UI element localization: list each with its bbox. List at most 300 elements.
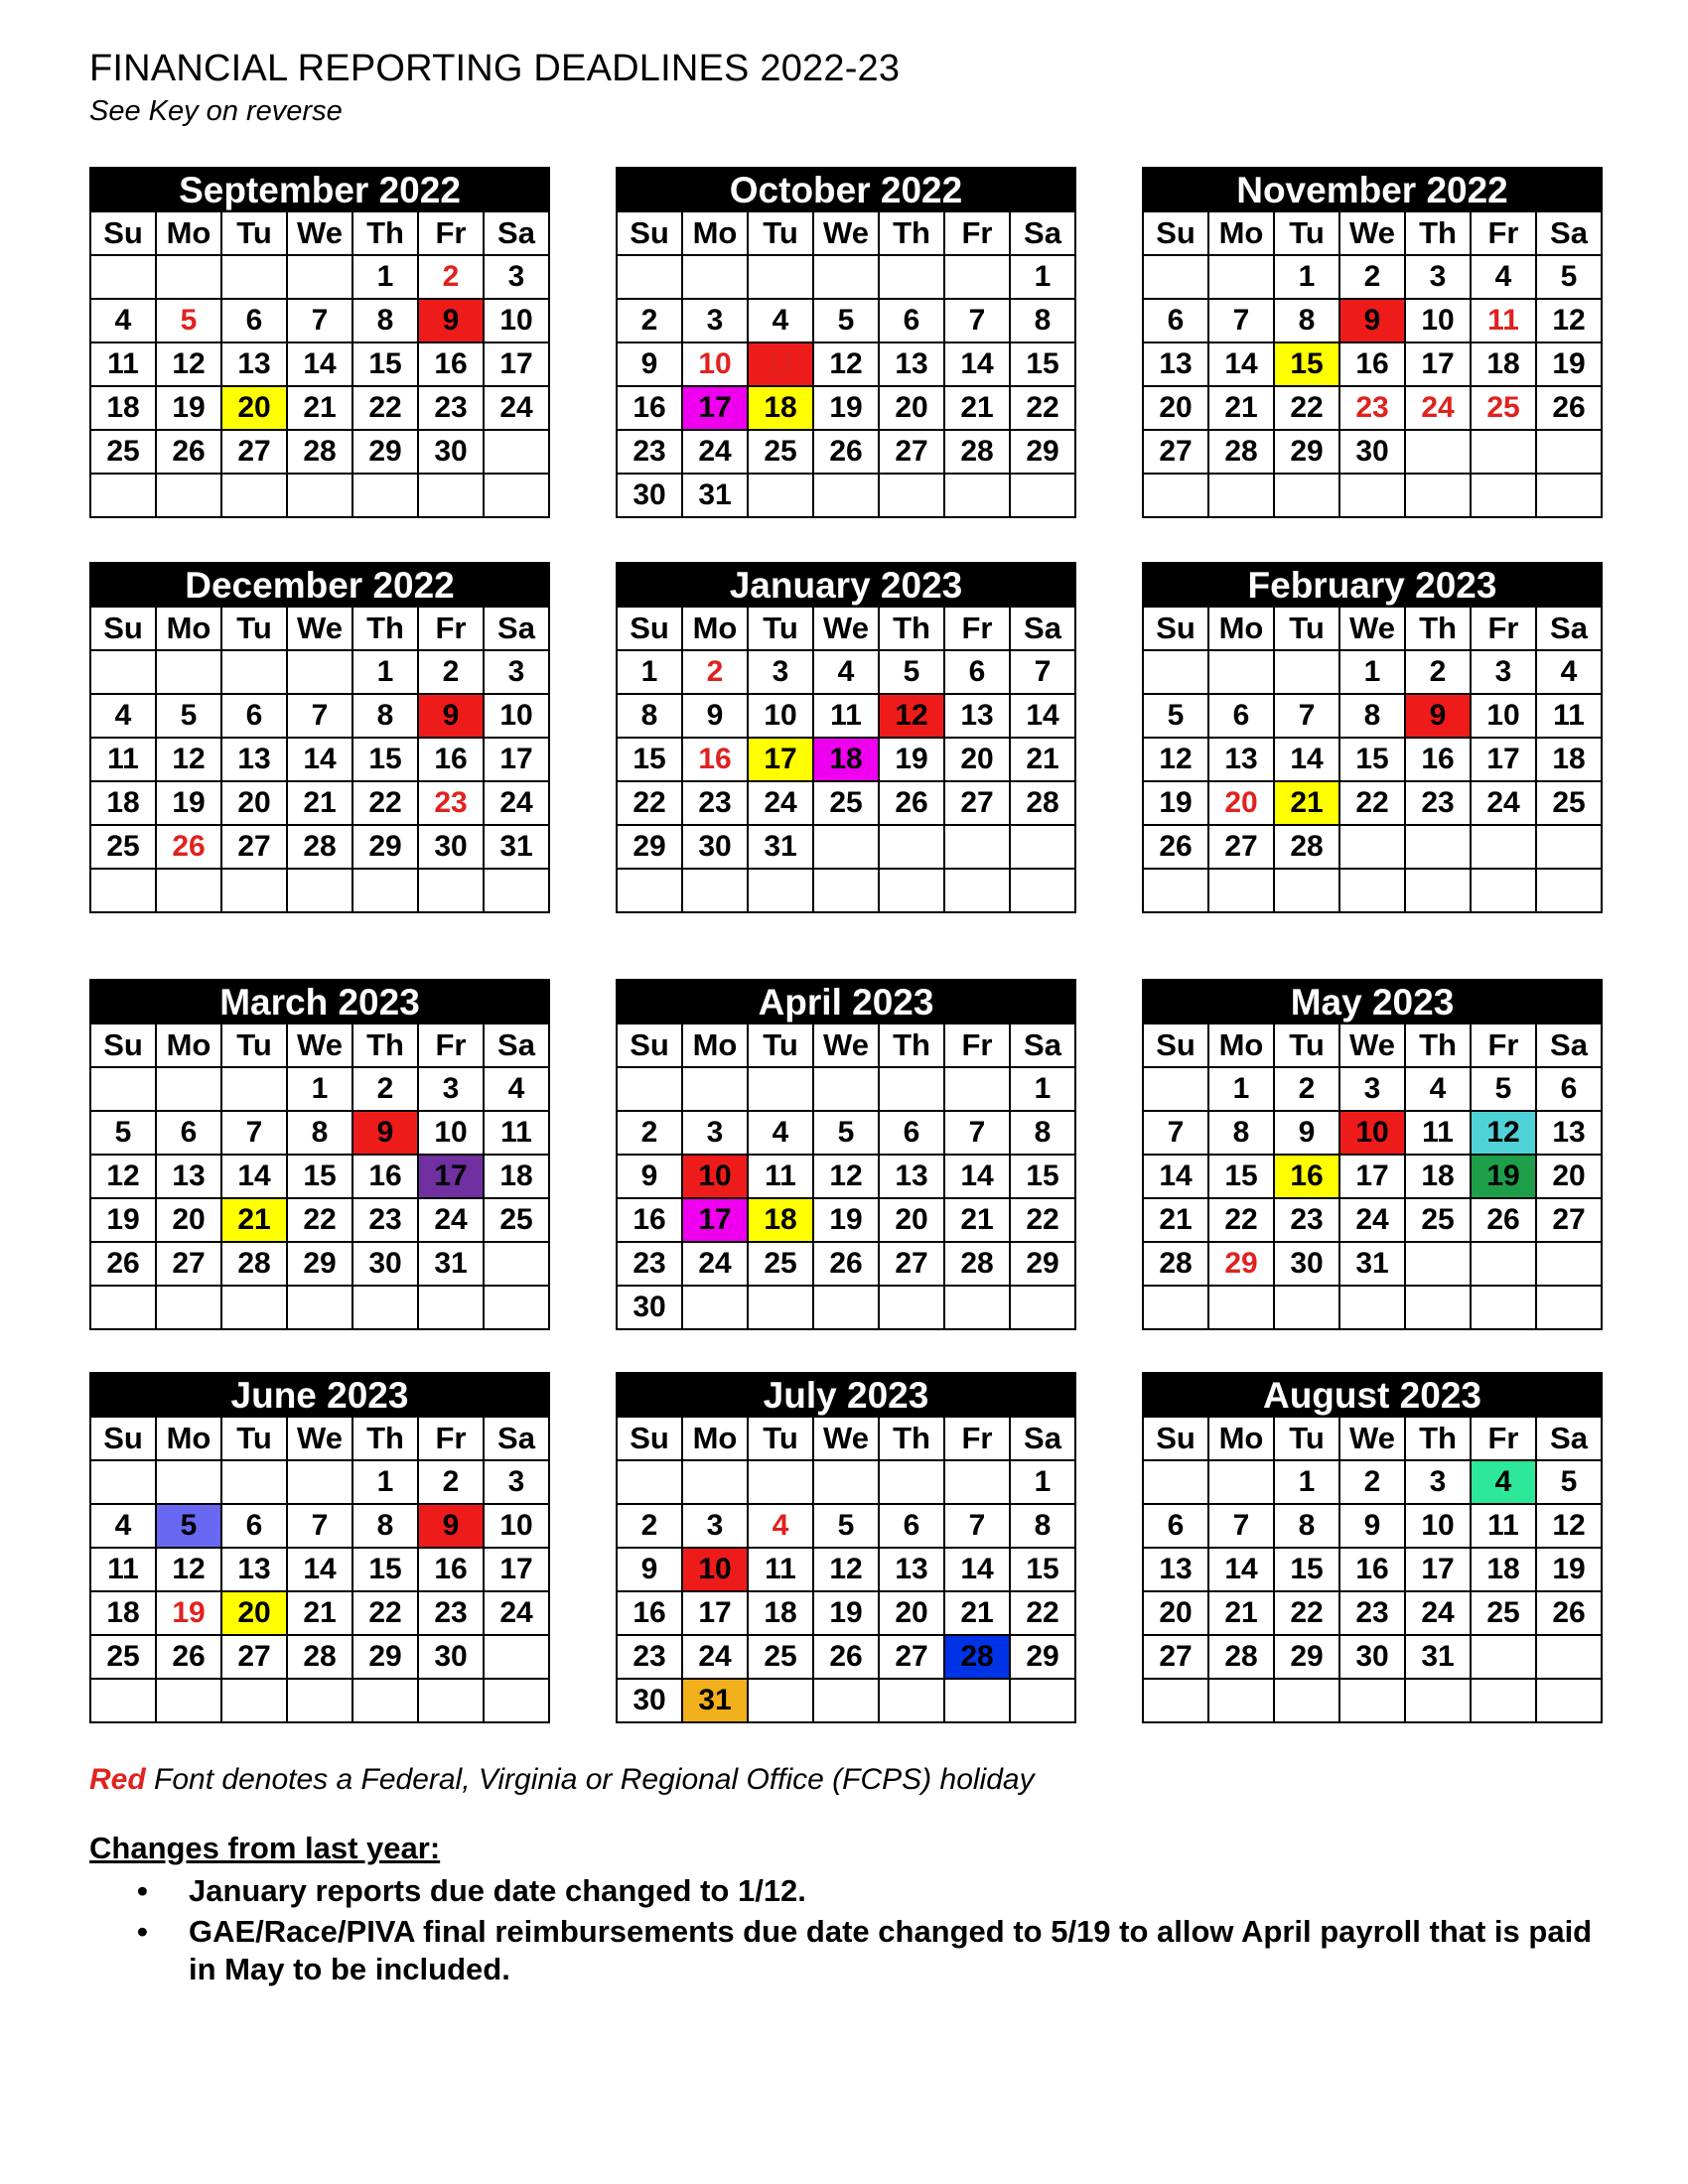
week-row bbox=[1143, 1635, 1602, 1679]
weekday-label: Fr bbox=[418, 211, 484, 255]
empty-cell bbox=[287, 1286, 352, 1329]
empty-cell bbox=[1208, 1286, 1274, 1329]
week-row bbox=[90, 1067, 549, 1111]
weekday-header-row bbox=[90, 211, 549, 255]
day-cell: 31 bbox=[484, 825, 549, 869]
day-cell: 31 bbox=[1405, 1635, 1471, 1679]
weekday-label: We bbox=[813, 1417, 879, 1460]
week-row bbox=[617, 1548, 1075, 1591]
empty-cell bbox=[1405, 825, 1471, 869]
day-cell: 7 bbox=[287, 1504, 352, 1548]
changes-list bbox=[89, 1872, 1618, 1991]
day-cell: 5 bbox=[879, 650, 944, 694]
weekday-label: Su bbox=[1143, 607, 1208, 650]
day-cell: 3 bbox=[1405, 255, 1471, 299]
day-cell: 14 bbox=[944, 342, 1010, 386]
empty-cell bbox=[1471, 1242, 1536, 1286]
day-cell: 19 bbox=[1143, 781, 1208, 825]
day-cell: 17 bbox=[1471, 738, 1536, 781]
day-cell: 20 bbox=[944, 738, 1010, 781]
empty-cell bbox=[944, 1286, 1010, 1329]
empty-cell bbox=[221, 869, 287, 912]
week-row bbox=[90, 299, 549, 342]
week-row bbox=[90, 474, 549, 517]
day-cell: 2 bbox=[1405, 650, 1471, 694]
day-cell: 23 bbox=[418, 781, 484, 825]
weekday-header-row bbox=[617, 607, 1075, 650]
weekday-label: Th bbox=[352, 1417, 418, 1460]
day-cell: 28 bbox=[944, 1242, 1010, 1286]
day-cell: 10 bbox=[418, 1111, 484, 1155]
day-cell: 28 bbox=[1010, 781, 1075, 825]
week-row bbox=[90, 342, 549, 386]
day-cell: 13 bbox=[1143, 342, 1208, 386]
day-cell: 28 bbox=[1208, 430, 1274, 474]
weekday-label: Th bbox=[1405, 1417, 1471, 1460]
day-cell: 25 bbox=[90, 430, 156, 474]
week-row bbox=[1143, 430, 1602, 474]
day-cell: 16 bbox=[1339, 342, 1405, 386]
week-row bbox=[1143, 299, 1602, 342]
week-row bbox=[617, 1242, 1075, 1286]
month-grid bbox=[1142, 1416, 1603, 1723]
day-cell: 4 bbox=[1536, 650, 1602, 694]
day-cell: 6 bbox=[221, 299, 287, 342]
day-cell: 18 bbox=[1471, 1548, 1536, 1591]
empty-cell bbox=[287, 1460, 352, 1504]
day-cell: 5 bbox=[813, 299, 879, 342]
day-cell: 31 bbox=[418, 1242, 484, 1286]
week-row bbox=[90, 1460, 549, 1504]
day-cell: 8 bbox=[617, 694, 682, 738]
legend-text: Font denotes a Federal, Virginia or Regional Office (FCPS) holiday bbox=[145, 1763, 1035, 1796]
empty-cell bbox=[221, 1679, 287, 1722]
week-row bbox=[1143, 1198, 1602, 1242]
week-row bbox=[617, 825, 1075, 869]
week-row bbox=[617, 1155, 1075, 1198]
day-cell: 1 bbox=[1339, 650, 1405, 694]
day-cell: 13 bbox=[879, 1155, 944, 1198]
page-subtitle: See Key on reverse bbox=[89, 95, 343, 127]
empty-cell bbox=[221, 255, 287, 299]
day-cell: 30 bbox=[418, 1635, 484, 1679]
weekday-label: Th bbox=[1405, 1024, 1471, 1067]
changes-list-item bbox=[89, 1913, 1618, 1988]
day-cell: 17 bbox=[484, 738, 549, 781]
legend-red-word: Red bbox=[89, 1763, 146, 1796]
empty-cell bbox=[1471, 869, 1536, 912]
bullet-icon: • bbox=[137, 1914, 148, 1949]
week-row bbox=[1143, 1111, 1602, 1155]
day-cell: 7 bbox=[1208, 1504, 1274, 1548]
empty-cell bbox=[944, 825, 1010, 869]
day-cell-highlighted: 10 bbox=[1339, 1111, 1405, 1155]
day-cell: 23 bbox=[682, 781, 748, 825]
month-grid bbox=[616, 210, 1076, 518]
day-cell: 1 bbox=[287, 1067, 352, 1111]
day-cell: 7 bbox=[1274, 694, 1339, 738]
weekday-label: Sa bbox=[1010, 607, 1075, 650]
day-cell: 28 bbox=[1274, 825, 1339, 869]
month-header: June 2023 bbox=[89, 1372, 550, 1416]
day-cell: 27 bbox=[156, 1242, 221, 1286]
day-cell: 8 bbox=[1274, 1504, 1339, 1548]
week-row bbox=[617, 386, 1075, 430]
day-cell: 3 bbox=[682, 299, 748, 342]
day-cell-highlighted: 18 bbox=[748, 386, 813, 430]
weekday-label: Tu bbox=[748, 211, 813, 255]
weekday-label: Su bbox=[90, 1417, 156, 1460]
day-cell: 28 bbox=[944, 430, 1010, 474]
day-cell: 7 bbox=[944, 299, 1010, 342]
weekday-label: Th bbox=[352, 607, 418, 650]
day-cell: 11 bbox=[484, 1111, 549, 1155]
weekday-label: Th bbox=[1405, 607, 1471, 650]
weekday-label: Sa bbox=[484, 1024, 549, 1067]
empty-cell bbox=[1405, 869, 1471, 912]
day-cell-highlighted: 17 bbox=[682, 1198, 748, 1242]
weekday-header-row bbox=[617, 1417, 1075, 1460]
day-cell: 13 bbox=[944, 694, 1010, 738]
day-cell: 22 bbox=[1010, 386, 1075, 430]
weekday-label: Fr bbox=[944, 211, 1010, 255]
empty-cell bbox=[1274, 474, 1339, 517]
week-row bbox=[617, 1679, 1075, 1722]
day-cell: 26 bbox=[1143, 825, 1208, 869]
month-calendar bbox=[1142, 562, 1603, 913]
weekday-label: Th bbox=[1405, 211, 1471, 255]
day-cell: 5 bbox=[1536, 255, 1602, 299]
week-row bbox=[90, 869, 549, 912]
week-row bbox=[1143, 1242, 1602, 1286]
month-header: July 2023 bbox=[616, 1372, 1076, 1416]
day-cell: 29 bbox=[1274, 430, 1339, 474]
empty-cell bbox=[879, 825, 944, 869]
empty-cell bbox=[1143, 474, 1208, 517]
day-cell: 6 bbox=[879, 1504, 944, 1548]
day-cell-highlighted: 21 bbox=[221, 1198, 287, 1242]
day-cell: 6 bbox=[156, 1111, 221, 1155]
day-cell: 7 bbox=[944, 1504, 1010, 1548]
empty-cell bbox=[813, 1067, 879, 1111]
empty-cell bbox=[484, 1242, 549, 1286]
empty-cell bbox=[156, 869, 221, 912]
day-cell: 17 bbox=[1339, 1155, 1405, 1198]
day-cell: 24 bbox=[682, 1635, 748, 1679]
empty-cell bbox=[813, 1679, 879, 1722]
weekday-label: We bbox=[1339, 1417, 1405, 1460]
day-cell: 4 bbox=[1471, 255, 1536, 299]
weekday-label: We bbox=[813, 211, 879, 255]
day-cell: 8 bbox=[1010, 299, 1075, 342]
day-cell: 26 bbox=[1536, 1591, 1602, 1635]
day-cell: 15 bbox=[352, 738, 418, 781]
day-cell: 18 bbox=[484, 1155, 549, 1198]
weekday-label: Mo bbox=[1208, 211, 1274, 255]
month-calendar bbox=[89, 562, 550, 913]
empty-cell bbox=[748, 474, 813, 517]
day-cell: 20 bbox=[1208, 781, 1274, 825]
empty-cell bbox=[682, 1286, 748, 1329]
day-cell: 15 bbox=[1010, 1155, 1075, 1198]
day-cell: 2 bbox=[418, 1460, 484, 1504]
day-cell: 20 bbox=[879, 386, 944, 430]
weekday-label: Mo bbox=[1208, 1024, 1274, 1067]
day-cell-highlighted: 20 bbox=[221, 1591, 287, 1635]
day-cell: 11 bbox=[90, 1548, 156, 1591]
day-cell: 27 bbox=[1143, 430, 1208, 474]
day-cell-highlighted: 4 bbox=[1471, 1460, 1536, 1504]
day-cell: 24 bbox=[1405, 1591, 1471, 1635]
day-cell: 10 bbox=[484, 694, 549, 738]
day-cell: 17 bbox=[484, 342, 549, 386]
empty-cell bbox=[484, 1679, 549, 1722]
week-row bbox=[90, 1591, 549, 1635]
day-cell: 21 bbox=[944, 1591, 1010, 1635]
empty-cell bbox=[1274, 1286, 1339, 1329]
day-cell: 2 bbox=[352, 1067, 418, 1111]
day-cell: 19 bbox=[1536, 342, 1602, 386]
day-cell: 14 bbox=[1143, 1155, 1208, 1198]
empty-cell bbox=[1274, 1679, 1339, 1722]
day-cell: 10 bbox=[682, 342, 748, 386]
day-cell: 26 bbox=[813, 1242, 879, 1286]
day-cell-highlighted: 17 bbox=[748, 738, 813, 781]
day-cell: 10 bbox=[748, 694, 813, 738]
empty-cell bbox=[944, 1067, 1010, 1111]
day-cell: 6 bbox=[1536, 1067, 1602, 1111]
empty-cell bbox=[287, 650, 352, 694]
week-row bbox=[1143, 255, 1602, 299]
day-cell-highlighted: 9 bbox=[352, 1111, 418, 1155]
day-cell-highlighted: 18 bbox=[813, 738, 879, 781]
day-cell: 11 bbox=[90, 342, 156, 386]
day-cell: 8 bbox=[352, 299, 418, 342]
empty-cell bbox=[682, 255, 748, 299]
day-cell: 8 bbox=[1339, 694, 1405, 738]
day-cell: 4 bbox=[90, 1504, 156, 1548]
empty-cell bbox=[1536, 869, 1602, 912]
day-cell: 18 bbox=[90, 781, 156, 825]
day-cell: 19 bbox=[813, 1591, 879, 1635]
day-cell: 29 bbox=[1208, 1242, 1274, 1286]
day-cell: 21 bbox=[944, 1198, 1010, 1242]
empty-cell bbox=[1536, 1679, 1602, 1722]
day-cell: 13 bbox=[1143, 1548, 1208, 1591]
day-cell: 2 bbox=[418, 650, 484, 694]
empty-cell bbox=[879, 474, 944, 517]
day-cell: 29 bbox=[287, 1242, 352, 1286]
empty-cell bbox=[1405, 1679, 1471, 1722]
day-cell: 27 bbox=[879, 1635, 944, 1679]
weekday-label: Fr bbox=[418, 1024, 484, 1067]
empty-cell bbox=[682, 1067, 748, 1111]
day-cell: 30 bbox=[418, 825, 484, 869]
day-cell: 6 bbox=[879, 299, 944, 342]
empty-cell bbox=[879, 1286, 944, 1329]
day-cell: 19 bbox=[90, 1198, 156, 1242]
day-cell: 15 bbox=[1208, 1155, 1274, 1198]
weekday-label: We bbox=[287, 211, 352, 255]
weekday-label: Fr bbox=[418, 607, 484, 650]
day-cell: 16 bbox=[682, 738, 748, 781]
weekday-label: We bbox=[287, 607, 352, 650]
day-cell: 22 bbox=[1339, 781, 1405, 825]
day-cell-highlighted: 12 bbox=[879, 694, 944, 738]
day-cell: 24 bbox=[484, 386, 549, 430]
week-row bbox=[617, 1460, 1075, 1504]
day-cell: 20 bbox=[1143, 386, 1208, 430]
month-header: November 2022 bbox=[1142, 167, 1603, 210]
day-cell: 8 bbox=[1010, 1504, 1075, 1548]
day-cell: 12 bbox=[813, 1548, 879, 1591]
weekday-label: Sa bbox=[484, 607, 549, 650]
bullet-icon: • bbox=[137, 1873, 148, 1908]
day-cell: 28 bbox=[287, 825, 352, 869]
day-cell: 25 bbox=[1471, 386, 1536, 430]
day-cell: 12 bbox=[813, 342, 879, 386]
day-cell: 1 bbox=[1010, 1460, 1075, 1504]
empty-cell bbox=[90, 1679, 156, 1722]
week-row bbox=[1143, 1504, 1602, 1548]
empty-cell bbox=[221, 474, 287, 517]
empty-cell bbox=[617, 869, 682, 912]
day-cell: 16 bbox=[418, 738, 484, 781]
weekday-label: We bbox=[1339, 607, 1405, 650]
weekday-label: Su bbox=[617, 1417, 682, 1460]
day-cell: 25 bbox=[748, 1242, 813, 1286]
empty-cell bbox=[90, 255, 156, 299]
weekday-label: Tu bbox=[748, 607, 813, 650]
empty-cell bbox=[944, 869, 1010, 912]
empty-cell bbox=[1143, 869, 1208, 912]
day-cell: 17 bbox=[1405, 1548, 1471, 1591]
month-calendar bbox=[89, 979, 550, 1330]
day-cell: 14 bbox=[1274, 738, 1339, 781]
empty-cell bbox=[1143, 650, 1208, 694]
day-cell: 17 bbox=[682, 1591, 748, 1635]
day-cell-highlighted: 31 bbox=[682, 1679, 748, 1722]
day-cell: 28 bbox=[1143, 1242, 1208, 1286]
week-row bbox=[617, 781, 1075, 825]
day-cell: 9 bbox=[617, 1548, 682, 1591]
week-row bbox=[90, 1635, 549, 1679]
day-cell: 22 bbox=[1274, 386, 1339, 430]
week-row bbox=[1143, 694, 1602, 738]
week-row bbox=[1143, 825, 1602, 869]
empty-cell bbox=[944, 1679, 1010, 1722]
empty-cell bbox=[1536, 825, 1602, 869]
empty-cell bbox=[1208, 1679, 1274, 1722]
day-cell: 5 bbox=[1471, 1067, 1536, 1111]
day-cell: 31 bbox=[748, 825, 813, 869]
day-cell-highlighted: 19 bbox=[1471, 1155, 1536, 1198]
empty-cell bbox=[748, 1067, 813, 1111]
weekday-label: Su bbox=[617, 1024, 682, 1067]
day-cell: 25 bbox=[1405, 1198, 1471, 1242]
empty-cell bbox=[1405, 430, 1471, 474]
empty-cell bbox=[1536, 1242, 1602, 1286]
month-header: October 2022 bbox=[616, 167, 1076, 210]
day-cell: 6 bbox=[1143, 299, 1208, 342]
weekday-label: Tu bbox=[221, 1024, 287, 1067]
month-calendar bbox=[616, 1372, 1076, 1723]
empty-cell bbox=[813, 474, 879, 517]
day-cell-highlighted: 15 bbox=[1274, 342, 1339, 386]
empty-cell bbox=[156, 1286, 221, 1329]
empty-cell bbox=[1405, 1242, 1471, 1286]
week-row bbox=[1143, 1460, 1602, 1504]
day-cell: 21 bbox=[944, 386, 1010, 430]
weekday-label: We bbox=[813, 607, 879, 650]
weekday-label: We bbox=[813, 1024, 879, 1067]
empty-cell bbox=[1208, 474, 1274, 517]
month-calendar bbox=[1142, 1372, 1603, 1723]
day-cell: 14 bbox=[287, 1548, 352, 1591]
month-calendar bbox=[616, 979, 1076, 1330]
day-cell: 21 bbox=[1208, 1591, 1274, 1635]
day-cell: 15 bbox=[287, 1155, 352, 1198]
week-row bbox=[1143, 650, 1602, 694]
day-cell: 24 bbox=[418, 1198, 484, 1242]
day-cell: 13 bbox=[221, 738, 287, 781]
empty-cell bbox=[813, 825, 879, 869]
week-row bbox=[90, 825, 549, 869]
day-cell: 11 bbox=[1471, 1504, 1536, 1548]
changes-item-text: GAE/Race/PIVA final reimbursements due date changed to 5/19 to allow April payroll that is paid in May to be included. bbox=[189, 1914, 1593, 1986]
empty-cell bbox=[1010, 474, 1075, 517]
day-cell: 14 bbox=[944, 1548, 1010, 1591]
day-cell: 7 bbox=[221, 1111, 287, 1155]
day-cell: 7 bbox=[287, 299, 352, 342]
empty-cell bbox=[1208, 869, 1274, 912]
weekday-label: Fr bbox=[1471, 607, 1536, 650]
day-cell: 23 bbox=[617, 1242, 682, 1286]
weekday-label: Sa bbox=[484, 211, 549, 255]
day-cell: 22 bbox=[287, 1198, 352, 1242]
day-cell: 30 bbox=[617, 1286, 682, 1329]
day-cell: 24 bbox=[1405, 386, 1471, 430]
month-grid bbox=[89, 1023, 550, 1330]
day-cell: 5 bbox=[1536, 1460, 1602, 1504]
day-cell: 11 bbox=[748, 1155, 813, 1198]
day-cell: 10 bbox=[1405, 1504, 1471, 1548]
weekday-label: Sa bbox=[1536, 607, 1602, 650]
day-cell: 25 bbox=[1536, 781, 1602, 825]
empty-cell bbox=[1536, 1635, 1602, 1679]
page-title: FINANCIAL REPORTING DEADLINES 2022-23 bbox=[89, 48, 901, 89]
empty-cell bbox=[944, 255, 1010, 299]
day-cell: 10 bbox=[484, 299, 549, 342]
weekday-label: Su bbox=[90, 1024, 156, 1067]
week-row bbox=[90, 430, 549, 474]
day-cell: 30 bbox=[1274, 1242, 1339, 1286]
week-row bbox=[90, 650, 549, 694]
empty-cell bbox=[1143, 1067, 1208, 1111]
day-cell: 26 bbox=[1536, 386, 1602, 430]
day-cell: 12 bbox=[1536, 299, 1602, 342]
weekday-label: Su bbox=[617, 607, 682, 650]
day-cell: 15 bbox=[352, 342, 418, 386]
day-cell: 5 bbox=[156, 694, 221, 738]
month-grid bbox=[1142, 1023, 1603, 1330]
month-header: January 2023 bbox=[616, 562, 1076, 606]
day-cell: 12 bbox=[90, 1155, 156, 1198]
empty-cell bbox=[352, 1286, 418, 1329]
weekday-label: Fr bbox=[1471, 1024, 1536, 1067]
day-cell: 2 bbox=[418, 255, 484, 299]
empty-cell bbox=[90, 474, 156, 517]
